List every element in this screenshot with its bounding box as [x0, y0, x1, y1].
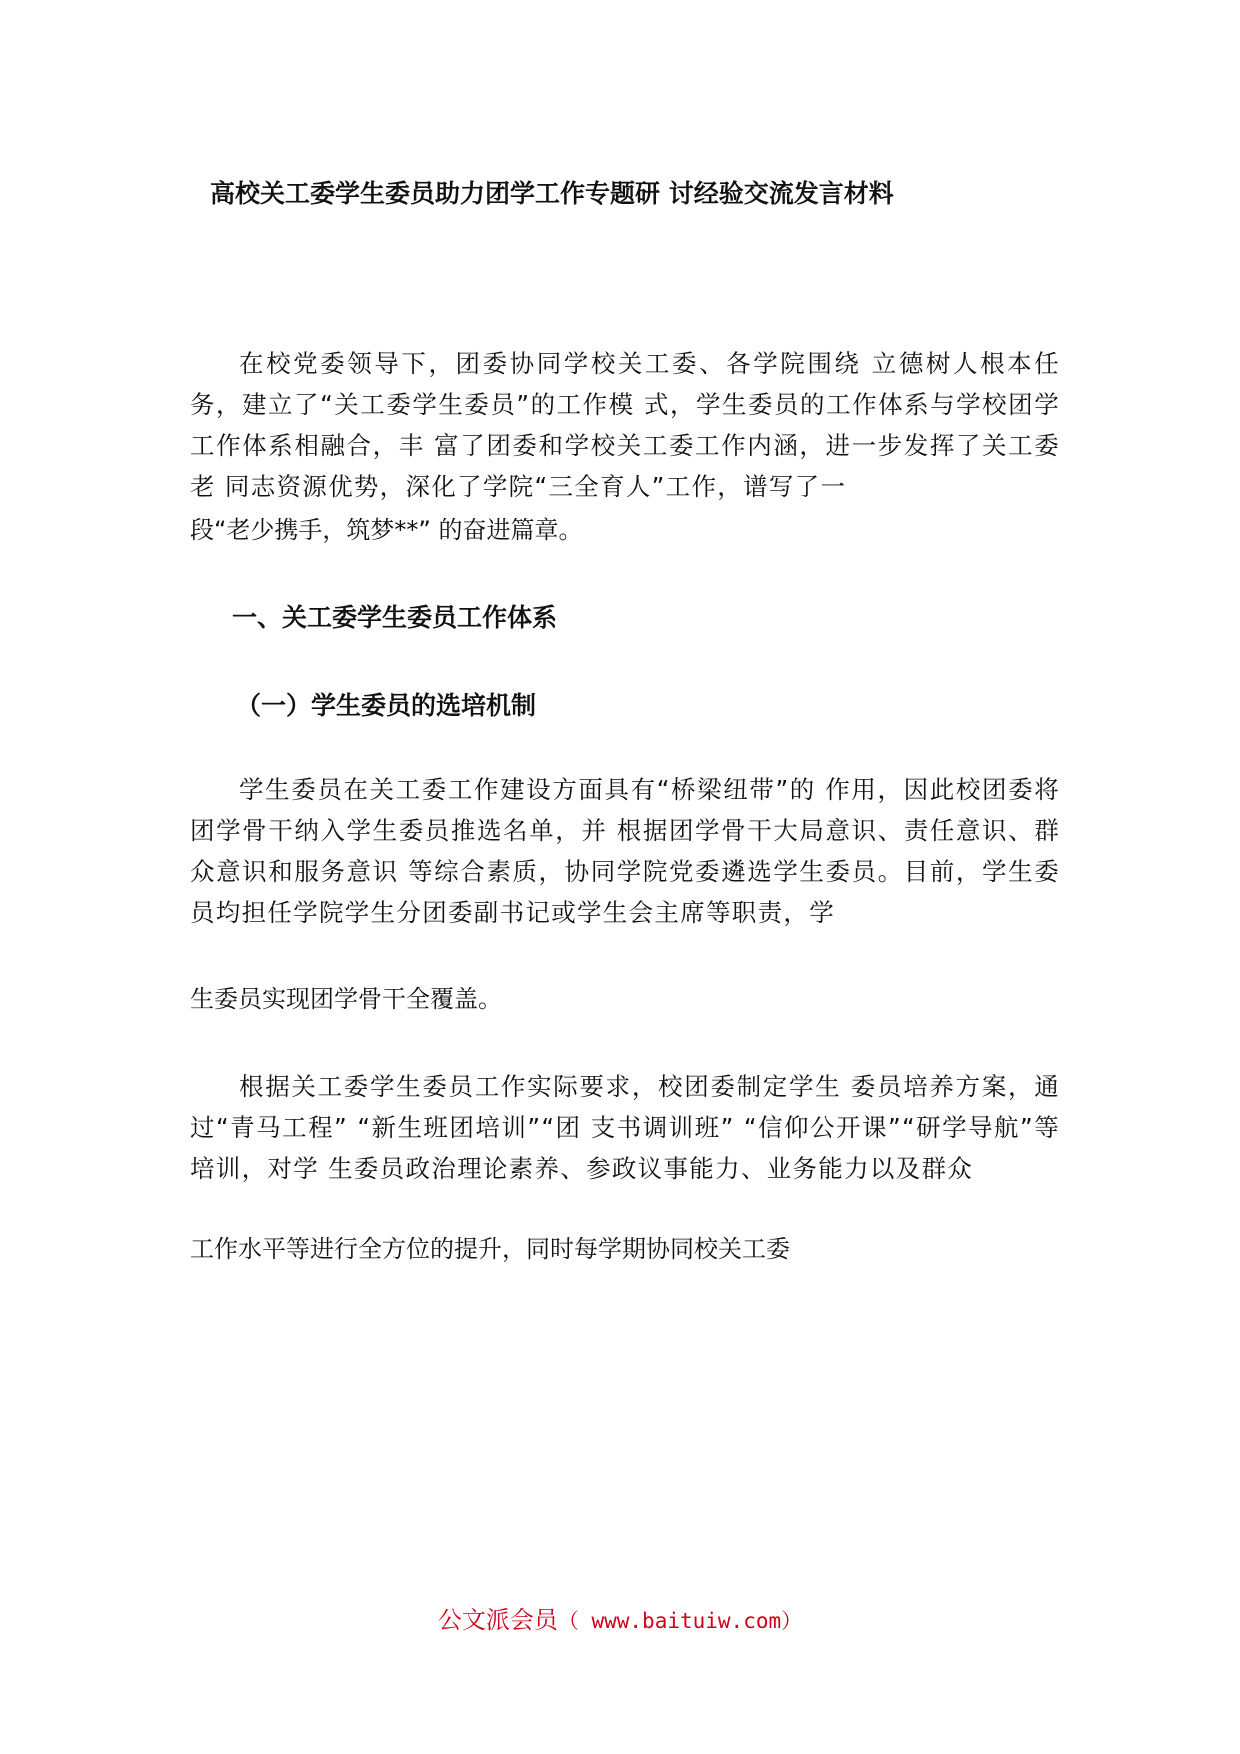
intro-paragraph: 在校党委领导下，团委协同学校关工委、各学院围绕 立德树人根本任务，建立了“关工委学生委员”的工作模 式，学生委员的工作体系与学校团学工作体系相融合，丰 富了团委和学校关工委工作内涵，进一步发挥了关工委老 同志资源优势，深化了学院“三全育人”工作，谱写了一	[190, 349, 1060, 501]
footer-url[interactable]: （ www.baituiw.com）	[557, 1609, 803, 1633]
intro-paragraph-continuation: 段“老少携手，筑梦**” 的奋进篇章。	[190, 516, 583, 544]
document-title: 高校关工委学生委员助力团学工作专题研 讨经验交流发言材料	[210, 179, 894, 208]
footer-watermark	[0, 1600, 1240, 1635]
training-paragraph: 根据关工委学生委员工作实际要求，校团委制定学生 委员培养方案，通过“青马工程” “新生班团培训”“团 支书调训班” “信仰公开课”“研学导航”等培训，对学 生委员政治理论素养、参政议事能力、业务能力以及群众	[190, 1072, 1060, 1183]
training-paragraph-continuation: 工作水平等进行全方位的提升，同时每学期协同校关工委	[190, 1235, 790, 1263]
selection-paragraph-continuation: 生委员实现团学骨干全覆盖。	[190, 985, 502, 1013]
section-heading: 一、关工委学生委员工作体系	[232, 603, 558, 632]
selection-paragraph: 学生委员在关工委工作建设方面具有“桥梁纽带”的 作用，因此校团委将团学骨干纳入学生委员推选名单，并 根据团学骨干大局意识、责任意识、群众意识和服务意识 等综合素质，协同学院党委遴选学生委员。目前，学生委 员均担任学院学生分团委副书记或学生会主席等职责，学	[190, 775, 1060, 927]
subsection-heading: （一）学生委员的选培机制	[236, 691, 537, 720]
footer-label: 公文派会员	[437, 1606, 558, 1634]
